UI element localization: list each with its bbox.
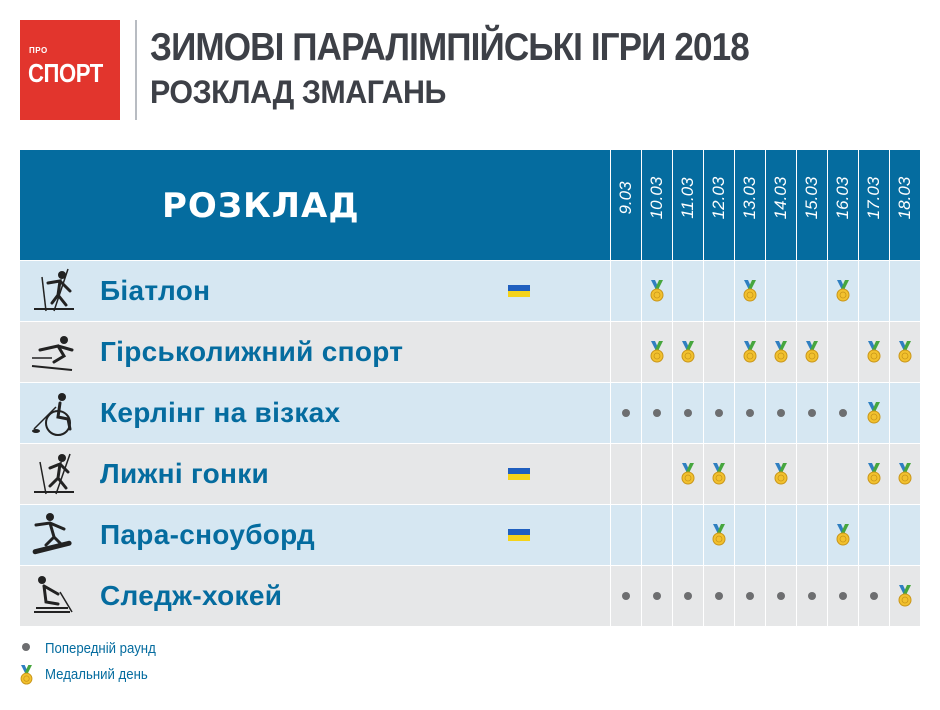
medal-icon xyxy=(681,341,695,363)
schedule-cell xyxy=(827,322,858,382)
medal-icon xyxy=(898,463,912,485)
page-title: ЗИМОВІ ПАРАЛІМПІЙСЬКІ ІГРИ 2018 xyxy=(150,26,749,69)
schedule-cell xyxy=(858,261,889,321)
schedule-cell xyxy=(703,383,734,443)
logo-small-text: ПРО xyxy=(29,46,48,55)
preliminary-round-dot-icon xyxy=(684,409,692,417)
sport-name: Лижні гонки xyxy=(100,458,270,489)
medal-icon xyxy=(867,341,881,363)
medal-icon xyxy=(20,665,34,685)
schedule-cell xyxy=(765,322,796,382)
medal-icon xyxy=(712,463,726,485)
preliminary-round-dot-icon xyxy=(839,592,847,600)
date-label: 14.03 xyxy=(771,176,790,220)
schedule-cell xyxy=(858,444,889,504)
date-label: 10.03 xyxy=(647,176,666,220)
schedule-cell xyxy=(827,261,858,321)
schedule-rows xyxy=(20,261,920,626)
date-label: 16.03 xyxy=(833,176,852,220)
preliminary-round-dot-icon xyxy=(870,592,878,600)
schedule-cell xyxy=(703,566,734,626)
schedule-cell xyxy=(672,566,703,626)
schedule-cell xyxy=(734,566,765,626)
schedule-cell xyxy=(641,566,672,626)
alpine-skiing-icon xyxy=(20,322,80,382)
snowboard-icon xyxy=(20,505,80,565)
schedule-cell xyxy=(796,444,827,504)
date-column-header xyxy=(703,150,734,260)
date-label: 13.03 xyxy=(740,176,759,220)
medal-icon xyxy=(898,585,912,607)
schedule-cell xyxy=(734,505,765,565)
schedule-cell xyxy=(703,322,734,382)
medal-icon xyxy=(805,341,819,363)
sport-name: Пара-сноуборд xyxy=(100,519,315,550)
schedule-cell xyxy=(641,383,672,443)
date-label: 12.03 xyxy=(709,176,728,220)
schedule-cell xyxy=(703,444,734,504)
medal-icon xyxy=(650,341,664,363)
schedule-cell xyxy=(734,383,765,443)
schedule-cell xyxy=(672,444,703,504)
schedule-cell xyxy=(734,444,765,504)
header-divider xyxy=(135,20,137,120)
date-column-header xyxy=(610,150,641,260)
medal-icon xyxy=(743,341,757,363)
schedule-cell xyxy=(765,444,796,504)
schedule-cell xyxy=(672,261,703,321)
table-row xyxy=(20,261,920,321)
preliminary-round-dot-icon xyxy=(653,592,661,600)
schedule-cell xyxy=(796,566,827,626)
preliminary-round-dot-icon xyxy=(22,643,30,651)
medal-icon xyxy=(681,463,695,485)
date-column-header xyxy=(889,150,920,260)
schedule-cell xyxy=(734,322,765,382)
preliminary-round-dot-icon xyxy=(746,592,754,600)
schedule-cell xyxy=(796,261,827,321)
schedule-cell xyxy=(827,383,858,443)
schedule-cell xyxy=(703,261,734,321)
schedule-cell xyxy=(796,505,827,565)
schedule-cell xyxy=(703,505,734,565)
schedule-cell xyxy=(858,505,889,565)
schedule-cell xyxy=(672,322,703,382)
schedule-cell xyxy=(641,505,672,565)
sport-name: Керлінг на візках xyxy=(100,397,341,428)
sledge-hockey-icon xyxy=(20,566,80,626)
schedule-cell xyxy=(610,261,641,321)
schedule-cell xyxy=(765,505,796,565)
date-label: 17.03 xyxy=(864,176,883,220)
medal-icon xyxy=(867,463,881,485)
sport-name: Гірськолижний спорт xyxy=(100,336,404,367)
date-label: 15.03 xyxy=(802,176,821,220)
preliminary-round-dot-icon xyxy=(715,592,723,600)
schedule-cell xyxy=(889,505,920,565)
table-row xyxy=(20,383,920,443)
preliminary-round-dot-icon xyxy=(746,409,754,417)
date-column-header xyxy=(641,150,672,260)
schedule-cell xyxy=(610,322,641,382)
preliminary-round-dot-icon xyxy=(839,409,847,417)
legend-label: Медальний день xyxy=(45,666,148,683)
schedule-cell xyxy=(889,261,920,321)
sport-name: Біатлон xyxy=(100,275,211,306)
schedule-cell xyxy=(610,505,641,565)
preliminary-round-dot-icon xyxy=(684,592,692,600)
schedule-cell xyxy=(889,383,920,443)
schedule-cell xyxy=(672,505,703,565)
date-column-header xyxy=(765,150,796,260)
preliminary-round-dot-icon xyxy=(808,592,816,600)
table-row xyxy=(20,505,920,565)
preliminary-round-dot-icon xyxy=(622,592,630,600)
schedule-cell xyxy=(858,383,889,443)
preliminary-round-dot-icon xyxy=(777,409,785,417)
medal-icon xyxy=(836,524,850,546)
table-row xyxy=(20,566,920,626)
legend-label: Попередній раунд xyxy=(45,640,156,657)
preliminary-round-dot-icon xyxy=(715,409,723,417)
schedule-cell xyxy=(827,444,858,504)
schedule-cell xyxy=(889,322,920,382)
date-column-header xyxy=(672,150,703,260)
schedule-table xyxy=(20,150,920,626)
schedule-cell xyxy=(889,444,920,504)
medal-icon xyxy=(867,402,881,424)
table-row xyxy=(20,322,920,382)
table-row xyxy=(20,444,920,504)
preliminary-round-dot-icon xyxy=(653,409,661,417)
logo xyxy=(20,20,120,120)
ukraine-flag-icon xyxy=(508,285,530,297)
preliminary-round-dot-icon xyxy=(777,592,785,600)
logo-main-text: СПОРТ xyxy=(28,58,103,88)
biathlon-icon xyxy=(20,261,80,321)
ukraine-flag-icon xyxy=(508,529,530,541)
schedule-cell xyxy=(641,322,672,382)
medal-icon xyxy=(712,524,726,546)
schedule-cell xyxy=(765,566,796,626)
wheelchair-curling-icon xyxy=(20,383,80,443)
schedule-cell xyxy=(796,383,827,443)
date-label: 11.03 xyxy=(678,177,697,219)
date-column-header xyxy=(796,150,827,260)
medal-icon xyxy=(774,341,788,363)
preliminary-round-dot-icon xyxy=(808,409,816,417)
schedule-cell xyxy=(641,261,672,321)
date-label: 9.03 xyxy=(616,181,635,215)
schedule-cell xyxy=(827,566,858,626)
date-column-header xyxy=(858,150,889,260)
sport-name: Следж-хокей xyxy=(100,580,283,611)
ukraine-flag-icon xyxy=(508,468,530,480)
preliminary-round-dot-icon xyxy=(622,409,630,417)
schedule-cell xyxy=(672,383,703,443)
date-column-header xyxy=(734,150,765,260)
schedule-cell xyxy=(765,383,796,443)
schedule-cell xyxy=(610,566,641,626)
schedule-cell xyxy=(889,566,920,626)
schedule-cell xyxy=(765,261,796,321)
medal-icon xyxy=(743,280,757,302)
medal-icon xyxy=(898,341,912,363)
medal-icon xyxy=(836,280,850,302)
page-subtitle: РОЗКЛАД ЗМАГАНЬ xyxy=(150,74,446,110)
schedule-cell xyxy=(610,444,641,504)
schedule-cell xyxy=(858,566,889,626)
schedule-cell xyxy=(796,322,827,382)
schedule-header-label: РОЗКЛАД xyxy=(162,186,360,226)
medal-icon xyxy=(650,280,664,302)
date-label: 18.03 xyxy=(895,176,914,220)
schedule-cell xyxy=(734,261,765,321)
schedule-cell xyxy=(641,444,672,504)
schedule-cell xyxy=(827,505,858,565)
schedule-cell xyxy=(858,322,889,382)
medal-icon xyxy=(774,463,788,485)
schedule-header xyxy=(20,150,920,260)
date-column-header xyxy=(827,150,858,260)
cross-country-skiing-icon xyxy=(20,444,80,504)
schedule-cell xyxy=(610,383,641,443)
